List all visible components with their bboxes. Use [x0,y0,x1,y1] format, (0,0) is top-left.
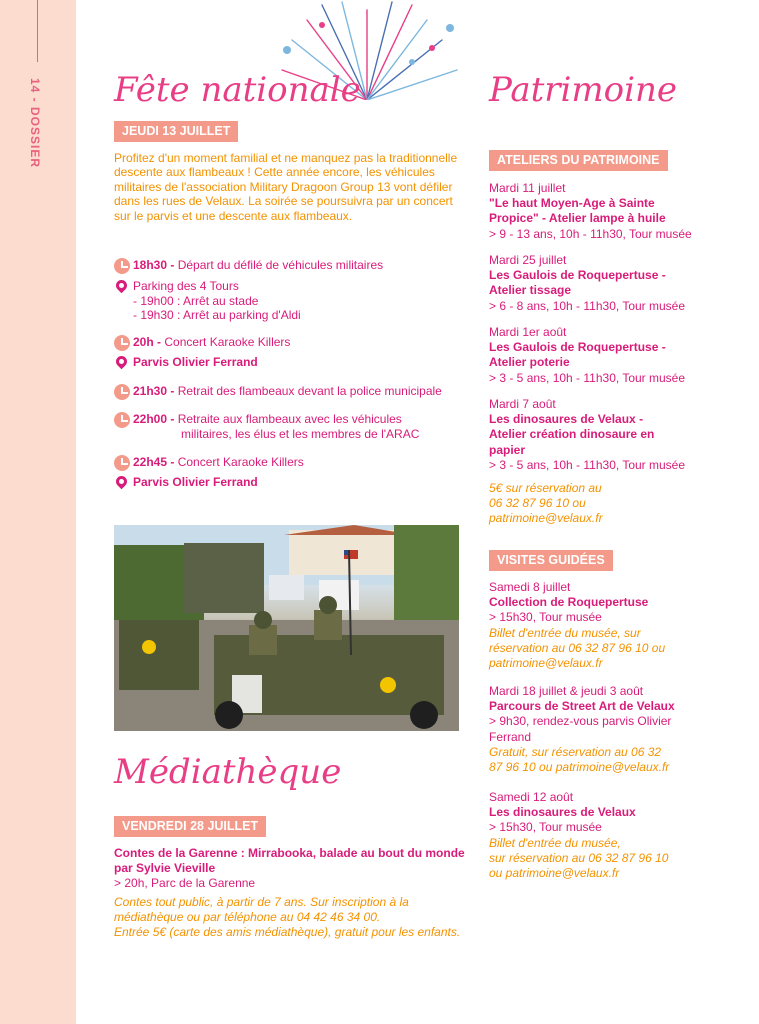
reservation-info [489,481,739,527]
atelier-1 [489,181,739,242]
visite-title: Collection de Roquepertuse [489,595,649,610]
event-time: 22h00 - [133,412,175,426]
event-time: 22h45 - [133,455,175,469]
reservation-line-2: 06 32 87 96 10 ou [489,496,586,511]
event-time: 20h - [133,335,162,349]
visite-info: > 15h30, Tour musée [489,610,602,625]
visites-badge: VISITES GUIDÉES [489,550,613,571]
visite-title: Parcours de Street Art de Velaux [489,699,675,714]
event-time: 18h30 - [133,258,175,272]
atelier-info: > 3 - 5 ans, 10h - 11h30, Tour musée [489,457,686,472]
atelier-title-cont: Atelier tissage [489,283,572,298]
map-pin-icon [114,278,130,294]
atelier-date: Mardi 25 juillet [489,253,567,267]
event-place: Parvis Olivier Ferrand [133,355,258,369]
atelier-title: Les dinosaures de Velaux - [489,412,644,427]
clock-icon [114,335,130,351]
military-parade-photo [114,525,459,731]
event-text: Concert Karaoke Killers [174,455,304,469]
atelier-title-cont: Atelier création dinosaure en [489,427,655,442]
visite-date: Samedi 8 juillet [489,580,571,594]
visite-title: Les dinosaures de Velaux [489,805,636,820]
atelier-title: "Le haut Moyen-Age à Sainte [489,196,655,211]
patrimoine-title: Patrimoine [489,70,678,110]
mediatheque-title: Médiathèque [114,752,342,792]
event-stop-1: - 19h00 : Arrêt au stade [133,293,259,308]
atelier-title: Les Gaulois de Roquepertuse - [489,268,666,283]
reservation-line-3: patrimoine@velaux.fr [489,511,603,526]
mediatheque-note-3: Entrée 5€ (carte des amis médiathèque), gratuit pour les enfants. [114,925,461,940]
visite-note: Gratuit, sur réservation au 06 32 [489,744,662,759]
event-place: Parking des 4 Tours [133,279,239,293]
atelier-title-cont-2: papier [489,442,526,457]
clock-icon [114,412,130,428]
visite-date: Samedi 12 août [489,790,574,804]
visite-1 [489,580,739,671]
mediatheque-note-1: Contes tout public, à partir de 7 ans. Sur inscription à la [114,894,409,909]
atelier-info: > 3 - 5 ans, 10h - 11h30, Tour musée [489,370,686,385]
atelier-date: Mardi 1er août [489,325,567,339]
visite-2 [489,684,739,775]
event-text: Retraite aux flambeaux avec les véhicules [174,412,402,426]
atelier-title: Les Gaulois de Roquepertuse - [489,340,666,355]
ateliers-badge: ATELIERS DU PATRIMOINE [489,150,668,171]
mediatheque-event-place: > 20h, Parc de la Garenne [114,876,256,891]
atelier-date: Mardi 11 juillet [489,181,566,195]
map-pin-icon [114,354,130,370]
clock-icon [114,455,130,471]
clock-icon [114,258,130,274]
visite-info: > 15h30, Tour musée [489,820,602,835]
event-text-cont: militaires, les élus et les membres de l'ARAC [181,427,420,441]
atelier-4 [489,397,739,473]
atelier-title-cont: Propice" - Atelier lampe à huile [489,211,666,226]
event-time: 21h30 - [133,384,175,398]
visite-3 [489,790,739,881]
atelier-info: > 6 - 8 ans, 10h - 11h30, Tour musée [489,298,686,313]
event-text: Retrait des flambeaux devant la police municipale [174,384,442,398]
visite-info-cont: Ferrand [489,729,532,744]
clock-icon [114,384,130,400]
visite-date: Mardi 18 juillet & jeudi 3 août [489,684,644,698]
event-place: Parvis Olivier Ferrand [133,475,258,489]
visite-note-cont-2: patrimoine@velaux.fr [489,656,603,671]
visite-note-cont: sur réservation au 06 32 87 96 10 [489,850,669,865]
reservation-line-1: 5€ sur réservation au [489,481,602,495]
atelier-date: Mardi 7 août [489,397,556,411]
fete-title: Fête nationale [114,70,361,110]
visite-note: Billet d'entrée du musée, [489,835,621,850]
event-text: Concert Karaoke Killers [161,335,291,349]
atelier-2 [489,253,739,314]
mediatheque-event-title: Contes de la Garenne : Mirrabooka, balade au bout du monde [114,846,465,860]
visite-note-cont-2: ou patrimoine@velaux.fr [489,866,620,881]
mediatheque-note-2: médiathèque ou par téléphone au 04 42 46 34 00. [114,909,381,924]
mediatheque-event [114,846,484,940]
visite-note-cont: 87 96 10 ou patrimoine@velaux.fr [489,760,670,775]
event-text: Départ du défilé de véhicules militaires [174,258,384,272]
mediatheque-event-title-cont: par Sylvie Vieville [114,861,216,876]
mediatheque-date-badge: VENDREDI 28 JUILLET [114,816,266,837]
fete-intro: Profitez d'un moment familial et ne manquez pas la traditionnelle descente aux flambeaux ! Cette année encore, les véhicules militaires de l'association Military Dragoon Group 13 vont défiler dans les rues de Velaux. La soirée se poursuivra par un concert sur le parvis et une descente aux flambeaux. [114,151,458,223]
page-number-label: 14 - DOSSIER [28,78,42,169]
sidebar-divider [37,0,38,62]
atelier-title-cont: Atelier poterie [489,355,570,370]
atelier-info: > 9 - 13 ans, 10h - 11h30, Tour musée [489,226,692,241]
visite-note-cont: réservation au 06 32 87 96 10 ou [489,640,666,655]
visite-info: > 9h30, rendez-vous parvis Olivier [489,714,672,729]
sidebar [0,0,76,1024]
visite-note: Billet d'entrée du musée, sur [489,625,641,640]
map-pin-icon [114,474,130,490]
event-stop-2: - 19h30 : Arrêt au parking d'Aldi [133,308,301,323]
fete-date-badge: JEUDI 13 JUILLET [114,121,238,142]
atelier-3 [489,325,739,386]
